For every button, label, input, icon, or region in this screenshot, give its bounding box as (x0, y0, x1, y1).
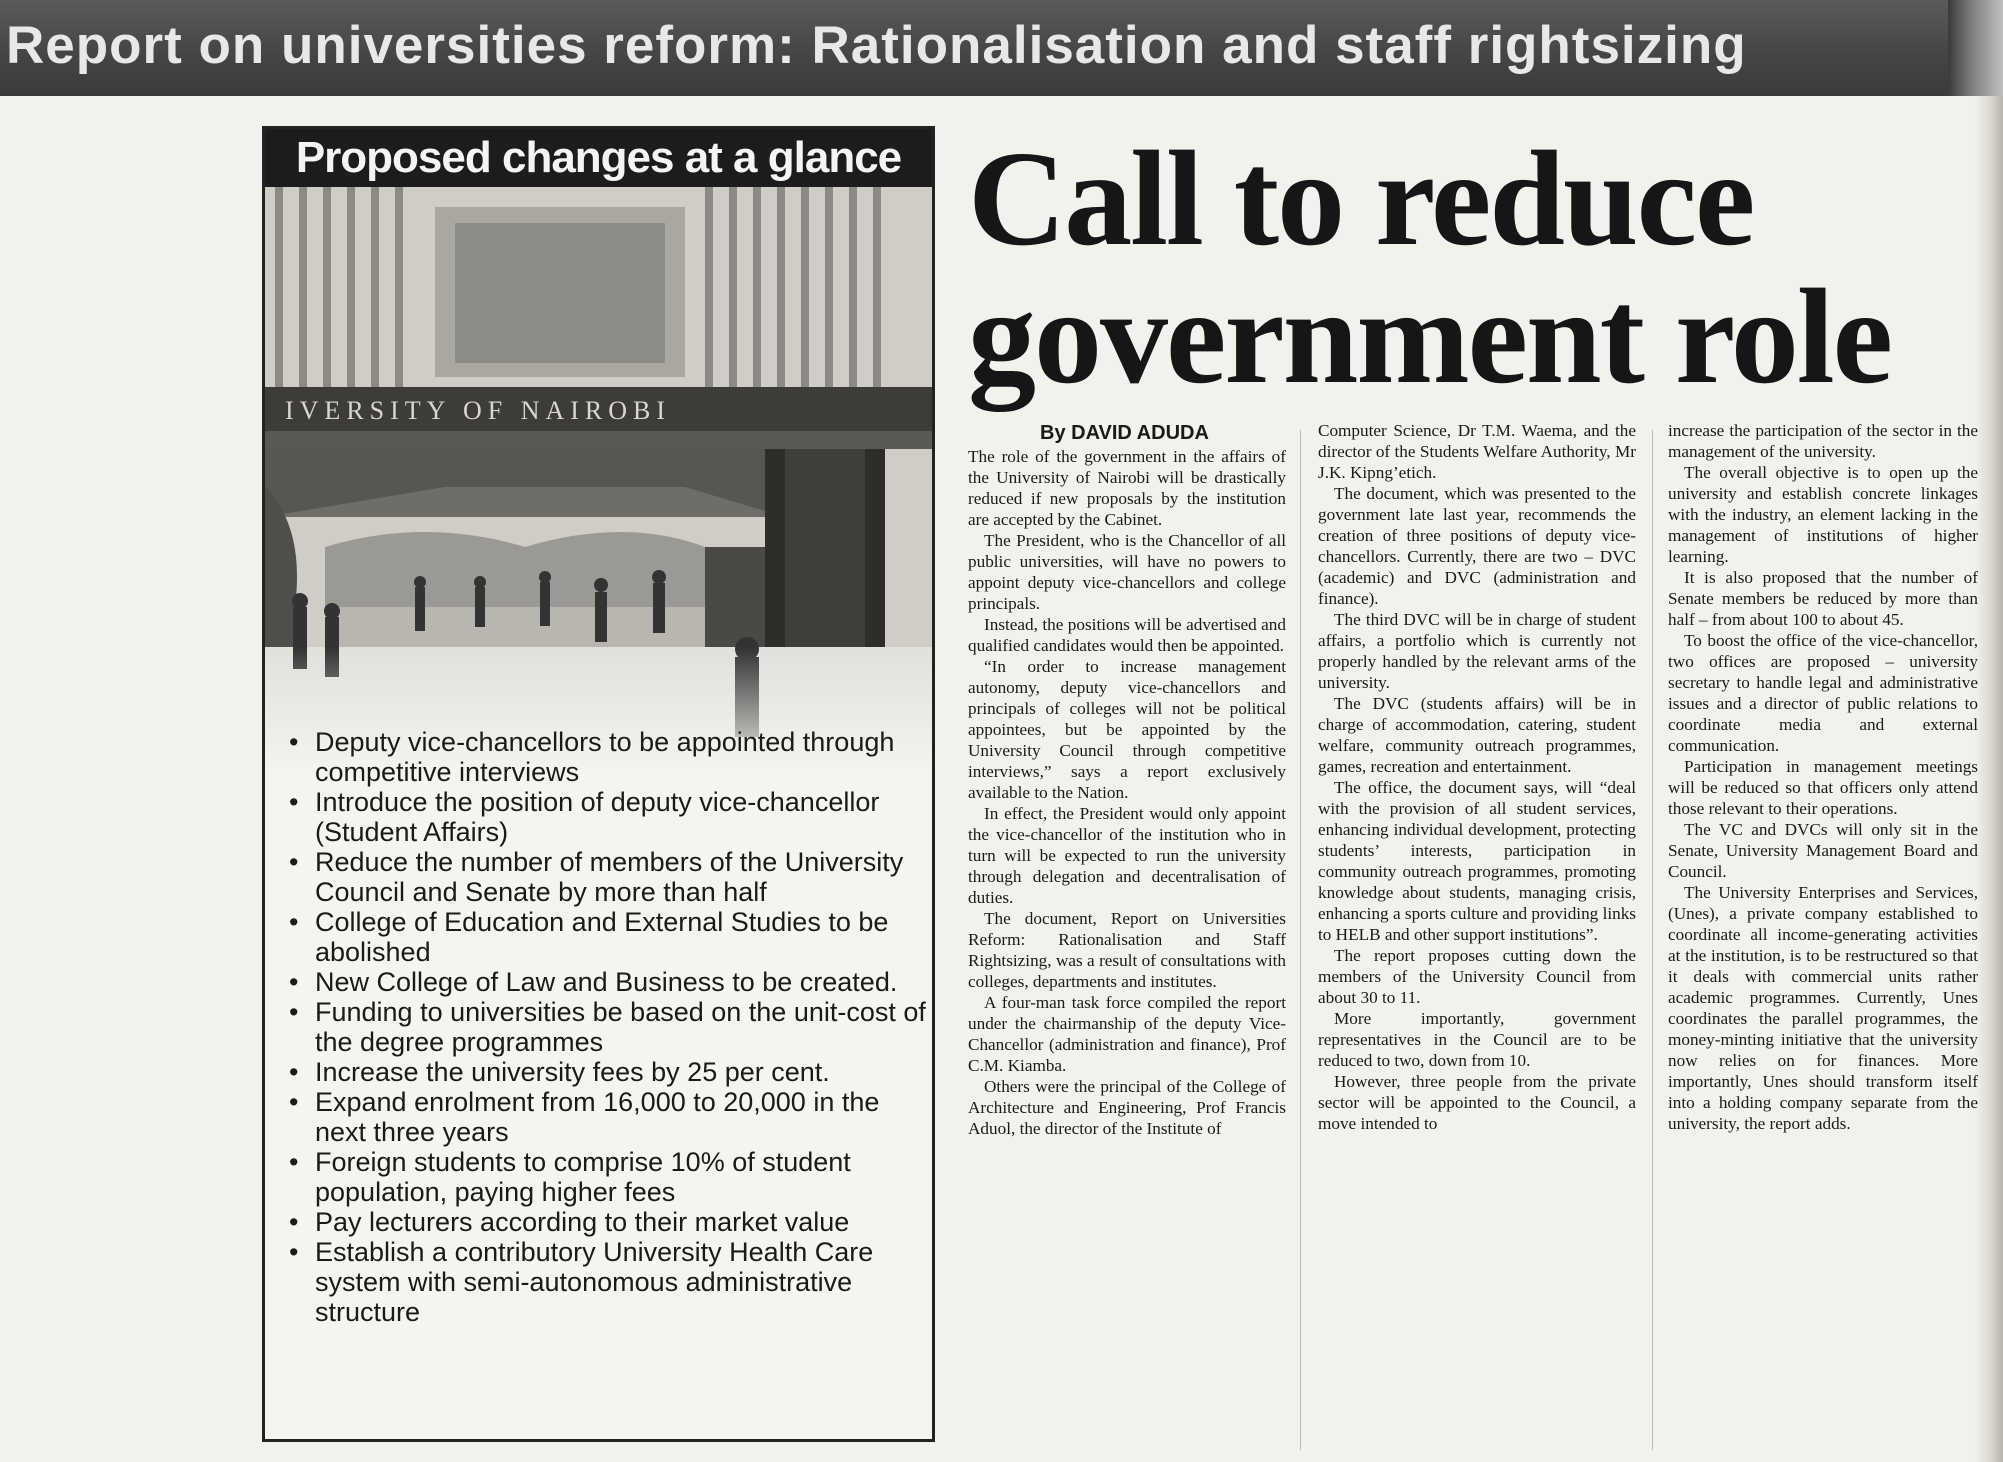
list-item: • Pay lecturers according to their market value (283, 1207, 933, 1237)
sidebar-box (262, 126, 935, 1442)
paragraph: Computer Science, Dr T.M. Waema, and the director of the Students Welfare Authority, Mr J.K. Kipng’etich. (1318, 421, 1636, 482)
paragraph: It is also proposed that the number of Senate members be reduced by more than half – from about 100 to about 45. (1668, 568, 1978, 629)
list-item: • Foreign students to comprise 10% of student population, paying higher fees (283, 1147, 933, 1207)
paragraph: The document, Report on Universities Reform: Rationalisation and Staff Rightsizing, was a result of consultations with colleges, departments and institutes. (968, 909, 1286, 991)
paragraph: However, three people from the private sector will be appointed to the Council, a move intended to (1318, 1072, 1636, 1133)
article-column-3 (1668, 420, 1978, 1134)
headline-line-2: government role (968, 262, 1891, 412)
paragraph: The President, who is the Chancellor of all public universities, will have no powers to appoint deputy vice-chancellors and college principals. (968, 531, 1286, 613)
article-column-1 (968, 446, 1286, 1139)
list-item: • Deputy vice-chancellors to be appointed through competitive interviews (283, 727, 933, 787)
list-item: • College of Education and External Studies to be abolished (283, 907, 933, 967)
list-item: • New College of Law and Business to be created. (283, 967, 933, 997)
column-divider (1652, 430, 1653, 1450)
list-item: • Increase the university fees by 25 per cent. (283, 1057, 933, 1087)
paragraph: The DVC (students affairs) will be in charge of accommodation, catering, student welfare, community outreach programmes, games, recreation and entertainment. (1318, 694, 1636, 776)
article-column-2 (1318, 420, 1636, 1134)
article-byline: By DAVID ADUDA (1040, 422, 1209, 444)
list-item: • Expand enrolment from 16,000 to 20,000 in the next three years (283, 1087, 933, 1147)
article-headline (968, 124, 1988, 412)
list-item: • Funding to universities be based on the unit-cost of the degree programmes (283, 997, 933, 1057)
paragraph: The third DVC will be in charge of student affairs, a portfolio which is currently not properly handled by the relevant arms of the university. (1318, 610, 1636, 692)
banner-title: Report on universities reform: Rationalisation and staff rightsizing (6, 16, 1747, 75)
sidebar-title: Proposed changes at a glance (265, 129, 932, 187)
paragraph: A four-man task force compiled the report under the chairmanship of the deputy Vice-Chancellor (administration and finance), Prof C.M. Kiamba. (968, 993, 1286, 1075)
banner-fold-shadow (1948, 0, 2003, 96)
headline-line-1: Call to reduce (968, 124, 1754, 274)
paragraph: The document, which was presented to the government late last year, recommends the creation of three positions of deputy vice-chancellors. Currently, there are two – DVC (academic) and DVC (administration and finance). (1318, 484, 1636, 608)
paragraph: In effect, the President would only appoint the vice-chancellor of the institution who in turn will be expected to run the university through delegation and decentralisation of duties. (968, 804, 1286, 907)
paragraph: increase the participation of the sector in the management of the university. (1668, 421, 1978, 461)
paragraph: “In order to increase management autonomy, deputy vice-chancellors and principals of colleges will not be political appointees, but be appointed by the University Council through competitive interviews,” says a report exclusively available to the Nation. (968, 657, 1286, 802)
proposed-changes-list (283, 727, 933, 1327)
paragraph: The role of the government in the affairs of the University of Nairobi will be drastically reduced if new proposals by the institution are accepted by the Cabinet. (968, 447, 1286, 529)
list-item: • Reduce the number of members of the University Council and Senate by more than half (283, 847, 933, 907)
paragraph: The overall objective is to open up the university and establish concrete linkages with the industry, an element lacking in the management of institutions of higher learning. (1668, 463, 1978, 566)
paragraph: The report proposes cutting down the members of the University Council from about 30 to 11. (1318, 946, 1636, 1007)
paragraph: The University Enterprises and Services, (Unes), a private company established to coordinate all income-generating activities at the institution, is to be restructured so that it deals with commercial units rather academic programmes. Currently, Unes coordinates the parallel programmes, the money-minting initiative that the university now relies on for finances. More importantly, Unes should transform itself into a holding company separate from the university, the report adds. (1668, 883, 1978, 1133)
column-divider (1300, 430, 1301, 1450)
list-item: • Establish a contributory University Health Care system with semi-autonomous administrative structure (283, 1237, 933, 1327)
paragraph: Participation in management meetings will be reduced so that officers only attend those relevant to their operations. (1668, 757, 1978, 818)
paragraph: Instead, the positions will be advertised and qualified candidates would then be appointed. (968, 615, 1286, 655)
list-item: • Introduce the position of deputy vice-chancellor (Student Affairs) (283, 787, 933, 847)
section-banner (0, 0, 2003, 96)
paragraph: The office, the document says, will “deal with the provision of all student services, enhancing individual development, protecting students’ interests, participation in community outreach programmes, promoting knowledge about students, managing crisis, enhancing a sports culture and providing links to HELB and other support institutions”. (1318, 778, 1636, 944)
paragraph: The VC and DVCs will only sit in the Senate, University Management Board and Council. (1668, 820, 1978, 881)
paragraph: Others were the principal of the College of Architecture and Engineering, Prof Francis Aduol, the director of the Institute of (968, 1077, 1286, 1138)
paragraph: To boost the office of the vice-chancellor, two offices are proposed – university secretary to handle legal and administrative issues and a director of public relations to coordinate media and external communication. (1668, 631, 1978, 755)
paragraph: More importantly, government representatives in the Council are to be reduced to two, down from 10. (1318, 1009, 1636, 1070)
